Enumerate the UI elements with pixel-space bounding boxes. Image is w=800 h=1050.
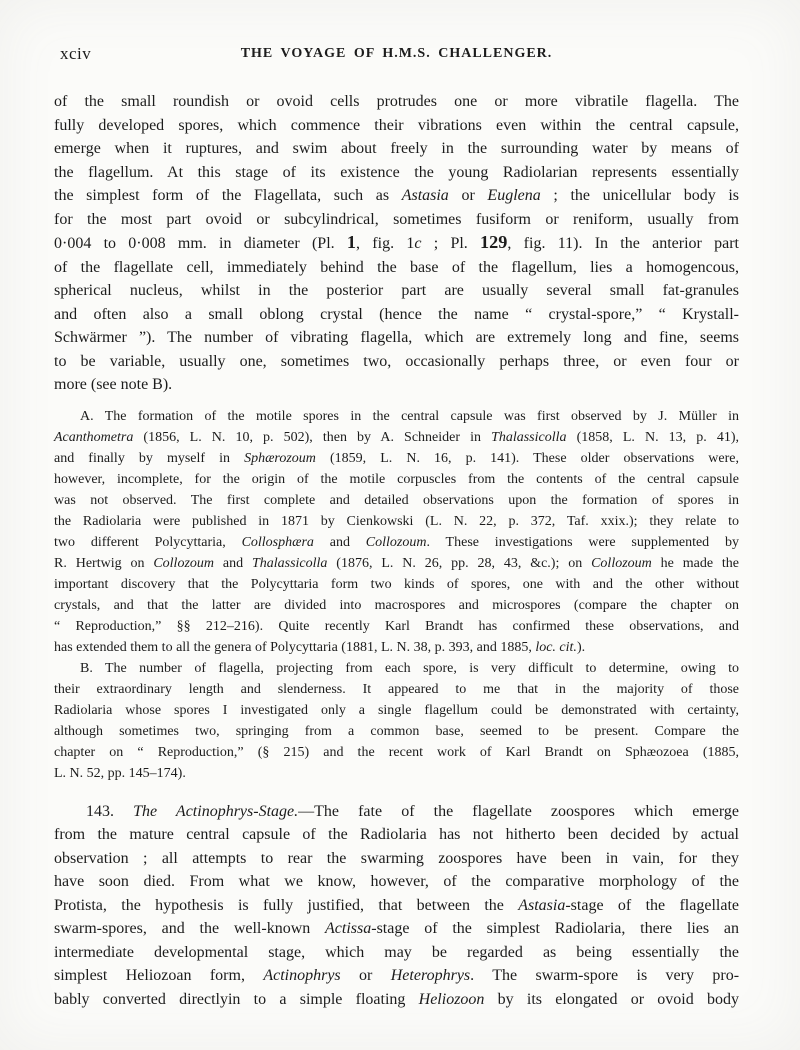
text-segment: The Actinophrys-Stage. <box>133 802 299 820</box>
text-segment: Sphærozoum <box>244 450 316 466</box>
text-segment: Actinophrys <box>263 967 341 984</box>
text-segment: Heterophrys <box>390 967 471 984</box>
text-line: spherical nucleus, whilst in the posterior part are usually several small fat-granules <box>54 282 739 299</box>
text-segment: Astasia <box>401 187 449 204</box>
text-segment: c <box>414 235 422 252</box>
text-line: their extraordinary length and slenderness. It appeared to me that in the majority of those <box>54 681 739 697</box>
text-segment: Actissa <box>325 920 372 937</box>
text-segment: Astasia <box>518 896 566 914</box>
text-line: the Radiolaria were published in 1871 by Cienkowski (L. N. 22, p. 372, Taf. xxix.); they relate to <box>54 513 739 529</box>
text-line: for the most part ovoid or subcylindrical, sometimes fusiform or reniform, usually from <box>54 210 739 228</box>
text-segment: 1 <box>346 232 357 252</box>
text-segment: Collozoum <box>153 555 215 571</box>
text-line: Acanthometra (1856, L. N. 10, p. 502), then by A. Schneider in Thalassicolla (1858, L. N. 13, p. 41), <box>54 429 739 445</box>
text-line: bably converted directlyin to a simple floating Heliozoon by its elongated or ovoid body <box>54 990 739 1008</box>
text-line: L. N. 52, pp. 145–174). <box>54 765 186 781</box>
text-line: Schwärmer ”). The number of vibrating flagella, which are extremely long and fine, seems <box>54 329 739 346</box>
text-line: and often also a small oblong crystal (hence the name “ crystal-spore,” “ Krystall- <box>54 305 739 323</box>
running-title: THE VOYAGE OF H.M.S. CHALLENGER. <box>240 46 553 61</box>
text-line: was not observed. The first complete and detailed observations upon the formation of spores in <box>54 492 739 508</box>
text-line: Protista, the hypothesis is fully justified, that between the Astasia-stage of the flagellate <box>54 896 739 914</box>
text-line: has extended them to all the genera of Polycyttaria (1881, L. N. 38, p. 393, and 1885, loc. cit.). <box>54 639 586 655</box>
text-line: more (see note B). <box>54 376 173 393</box>
text-segment: Collosphæra <box>241 534 314 550</box>
page-header <box>54 44 739 64</box>
text-segment: Acanthometra <box>54 429 134 445</box>
text-line: important discovery that the Polycyttaria form two kinds of spores, one with and the other without <box>54 576 739 592</box>
text-line: B. The number of flagella, projecting from each spore, is very difficult to determine, owing to <box>80 660 739 676</box>
text-line: although sometimes two, springing from a common base, seemed to be present. Compare the <box>54 723 739 739</box>
text-line: “ Reproduction,” §§ 212–216). Quite recently Karl Brandt has confirmed these observations, and <box>54 618 739 634</box>
paragraph-143-actinophrys-stage <box>54 800 739 1012</box>
page-number: xciv <box>60 44 92 63</box>
text-line: the flagellum. At this stage of its existence the young Radiolarian represents essentially <box>54 163 739 181</box>
text-line: of the flagellate cell, immediately behind the base of the flagellum, lies a homogencous, <box>54 258 739 276</box>
text-line: emerge when it ruptures, and swim about freely in the surrounding water by means of <box>54 140 739 157</box>
text-line: crystals, and that the latter are divided into macrospores and microspores (compare the chapter on <box>54 597 739 613</box>
text-segment: Thalassicolla <box>251 555 328 571</box>
text-line: intermediate developmental stage, which may be regarded as being essentially the <box>54 943 739 961</box>
text-line: Radiolaria whose spores I investigated only a single flagellum could be demonstrated with certainty, <box>54 702 739 718</box>
text-segment: 129 <box>480 232 508 252</box>
text-line: two different Polycyttaria, Collosphæra and Collozoum. These investigations were supplemented by <box>54 534 740 550</box>
text-line: to be variable, usually one, sometimes two, occasionally perhaps three, or even four or <box>54 352 739 370</box>
text-line: simplest Heliozoan form, Actinophrys or Heterophrys. The swarm-spore is very pro- <box>54 967 740 984</box>
paragraph-flagella-continuation <box>54 90 739 397</box>
text-line: from the mature central capsule of the Radiolaria has not hitherto been decided by actual <box>54 826 739 843</box>
text-line: fully developed spores, which commence their vibrations even within the central capsule, <box>54 116 739 134</box>
text-line: however, incomplete, for the origin of the motile corpuscles from the contents of the central capsule <box>54 471 739 487</box>
text-line: swarm-spores, and the well-known Actissa-stage of the simplest Radiolaria, there lies an <box>54 920 739 937</box>
text-segment: Heliozoon <box>418 990 485 1008</box>
footnote-b <box>54 658 739 784</box>
text-line: R. Hertwig on Collozoum and Thalassicolla (1876, L. N. 26, pp. 28, 43, &c.); on Collozoum he made the <box>54 555 740 571</box>
text-line: 0·004 to 0·008 mm. in diameter (Pl. 1, fig. 1c ; Pl. 129, fig. 11). In the anterior part <box>54 232 739 252</box>
text-line: and finally by myself in Sphærozoum (1859, L. N. 16, p. 141). These older observations were, <box>54 450 739 466</box>
text-segment: Collozoum <box>365 534 427 550</box>
footnote-a <box>54 406 739 658</box>
text-segment: Euglena <box>487 187 541 204</box>
text-line: 143. The Actinophrys-Stage.—The fate of the flagellate zoospores which emerge <box>86 802 739 820</box>
text-line: of the small roundish or ovoid cells protrudes one or more vibratile flagella. The <box>54 93 739 110</box>
text-segment: Collozoum <box>591 555 652 571</box>
text-segment: loc. cit. <box>535 639 577 655</box>
text-segment: Thalassicolla <box>491 429 567 445</box>
text-line: observation ; all attempts to rear the swarming zoospores have been in vain, for they <box>54 849 739 867</box>
text-line: chapter on “ Reproduction,” (§ 215) and the recent work of Karl Brandt on Sphæozoea (1885, <box>54 744 739 760</box>
text-line: the simplest form of the Flagellata, such as Astasia or Euglena ; the unicellular body is <box>54 187 740 204</box>
text-line: have soon died. From what we know, however, of the comparative morphology of the <box>54 873 739 890</box>
text-line: A. The formation of the motile spores in the central capsule was first observed by J. Müller in <box>80 408 739 424</box>
